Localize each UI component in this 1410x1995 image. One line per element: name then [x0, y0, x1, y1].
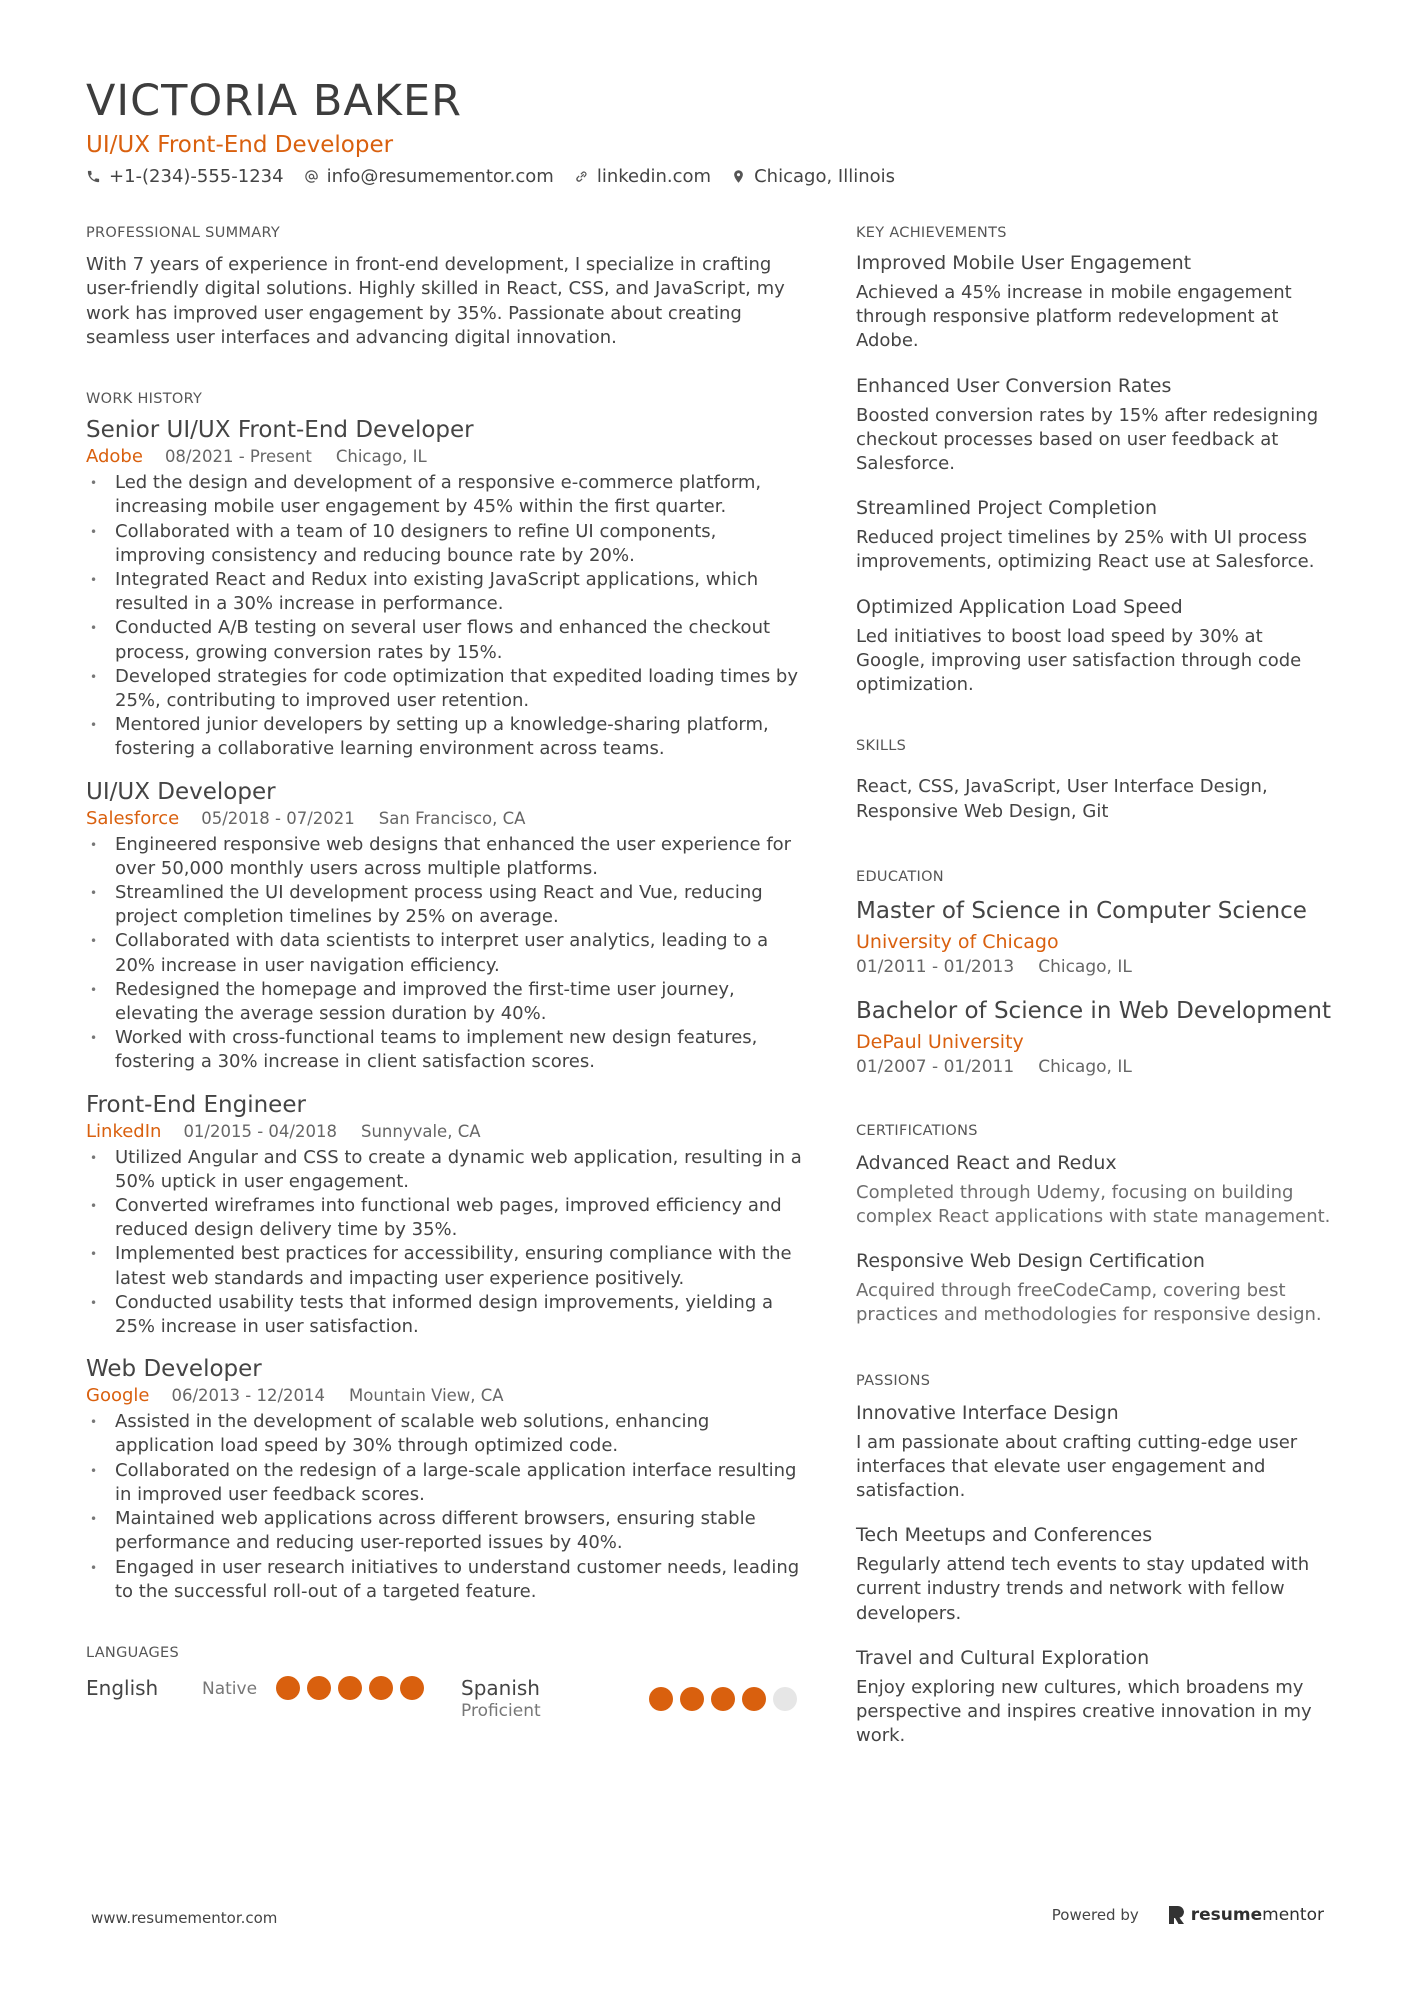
- contact-bar: [86, 166, 915, 187]
- language-text-group: [461, 1676, 649, 1722]
- job-title: Web Developer: [86, 1356, 262, 1383]
- location-text: Chicago, Illinois: [754, 166, 896, 187]
- degree-title: Master of Science in Computer Science: [856, 897, 1307, 924]
- job-bullets: [86, 1146, 804, 1340]
- job-dates: 05/2018 - 07/2021: [201, 808, 355, 828]
- job-entry: [86, 778, 804, 1075]
- rating-dot-filled: [711, 1687, 735, 1711]
- passion-item: [856, 1401, 1334, 1504]
- education-section: [856, 868, 1334, 1078]
- school-name: DePaul University: [856, 1030, 1024, 1053]
- bullet-item: • Collaborated with a team of 10 designers to refine UI components, improving consistency and reducing bounce rate by 20%.: [86, 520, 804, 568]
- language-item: [86, 1676, 461, 1722]
- footer-website[interactable]: www.resumementor.com: [91, 1909, 278, 1927]
- bullet-item: • Collaborated with data scientists to interpret user analytics, leading to a 20% increase in user navigation efficiency.: [86, 929, 804, 977]
- candidate-headline: UI/UX Front-End Developer: [86, 132, 394, 158]
- company-name: Adobe: [86, 446, 143, 468]
- job-title: UI/UX Developer: [86, 778, 276, 805]
- candidate-name: VICTORIA BAKER: [86, 76, 463, 126]
- at-sign-icon: [304, 169, 319, 184]
- passion-title: Travel and Cultural Exploration: [856, 1646, 1150, 1669]
- bullet-item: • Implemented best practices for accessibility, ensuring compliance with the latest web standards and impacting user experience positively.: [86, 1242, 804, 1290]
- language-rating: [649, 1687, 804, 1711]
- achievement-item: [856, 374, 1334, 477]
- job-dates: 08/2021 - Present: [164, 447, 312, 467]
- achievement-title: Improved Mobile User Engagement: [856, 252, 1192, 274]
- education-location: Chicago, IL: [1038, 1056, 1132, 1077]
- contact-linkedin[interactable]: [574, 166, 711, 187]
- rating-dot-filled: [680, 1687, 704, 1711]
- phone-icon: [86, 169, 101, 184]
- brand-name-rest: mentor: [1262, 1905, 1324, 1925]
- achievement-desc: Reduced project timelines by 25% with UI process improvements, optimizing React use at Salesforce.: [856, 527, 1315, 573]
- certification-desc: Acquired through freeCodeCamp, covering best practices and methodologies for responsive design.: [856, 1280, 1322, 1326]
- rating-dot-filled: [307, 1676, 331, 1700]
- bullet-item: • Converted wireframes into functional web pages, improved efficiency and reduced design delivery time by 35%.: [86, 1194, 804, 1242]
- language-level: Native: [202, 1678, 258, 1699]
- skills-section: [856, 737, 1334, 824]
- education-item: [856, 996, 1334, 1078]
- bullet-item: • Conducted A/B testing on several user flows and enhanced the checkout process, growing conversion rates by 15%.: [86, 616, 804, 664]
- section-title: CERTIFICATIONS: [856, 1122, 978, 1139]
- certification-item: [856, 1151, 1334, 1229]
- job-dates: 01/2015 - 04/2018: [183, 1121, 337, 1141]
- rating-dot-filled: [649, 1687, 673, 1711]
- job-dates: 06/2013 - 12/2014: [171, 1386, 326, 1406]
- certification-title: Responsive Web Design Certification: [856, 1250, 1205, 1273]
- certification-desc: Completed through Udemy, focusing on building complex React applications with state management.: [856, 1181, 1331, 1228]
- education-meta: [856, 956, 1334, 978]
- passion-item: [856, 1646, 1334, 1749]
- section-title: LANGUAGES: [86, 1644, 179, 1661]
- summary-section: [86, 224, 804, 350]
- passion-desc: Enjoy exploring new cultures, which broadens my perspective and inspires creative innovation in my work.: [856, 1676, 1312, 1747]
- achievement-item: [856, 251, 1334, 354]
- bullet-item: • Conducted usability tests that informed design improvements, yielding a 25% increase in user satisfaction.: [86, 1291, 804, 1339]
- language-item: [461, 1676, 804, 1722]
- brand-logo[interactable]: [1169, 1905, 1324, 1925]
- contact-location: [731, 166, 895, 187]
- bullet-item: • Assisted in the development of scalable web solutions, enhancing application load speed by 30% through optimized code.: [86, 1410, 804, 1458]
- contact-phone[interactable]: [86, 166, 284, 187]
- language-level: Proficient: [461, 1700, 541, 1721]
- powered-by-label: Powered by: [1051, 1906, 1139, 1924]
- certifications-section: [856, 1122, 1334, 1328]
- achievement-desc: Led initiatives to boost load speed by 30% at Google, improving user satisfaction through code optimization.: [856, 625, 1302, 696]
- rating-dot-filled: [276, 1676, 300, 1700]
- bullet-item: • Redesigned the homepage and improved the first-time user journey, elevating the average session duration by 40%.: [86, 978, 804, 1026]
- education-meta: [856, 1056, 1334, 1078]
- bullet-item: • Collaborated on the redesign of a large-scale application interface resulting in improved user feedback scores.: [86, 1459, 804, 1507]
- section-title: KEY ACHIEVEMENTS: [856, 225, 1007, 241]
- job-title: Senior UI/UX Front-End Developer: [86, 417, 474, 444]
- job-meta: [86, 808, 804, 830]
- job-location: Chicago, IL: [335, 447, 427, 467]
- bullet-item: • Led the design and development of a responsive e-commerce platform, increasing mobile user engagement by 45% within the first quarter.: [86, 471, 804, 519]
- achievement-title: Streamlined Project Completion: [856, 497, 1158, 520]
- achievement-desc: Boosted conversion rates by 15% after redesigning checkout processes based on user feedback at Salesforce.: [856, 404, 1319, 475]
- passion-desc: Regularly attend tech events to stay updated with current industry trends and network with fellow developers.: [856, 1554, 1310, 1624]
- education-dates: 01/2007 - 01/2011: [856, 1056, 1015, 1077]
- achievements-section: [856, 224, 1334, 697]
- certification-item: [856, 1249, 1334, 1327]
- bullet-item: • Mentored junior developers by setting up a knowledge-sharing platform, fostering a collaborative learning environment across teams.: [86, 713, 804, 761]
- language-rating: [276, 1676, 431, 1700]
- job-meta: [86, 446, 804, 468]
- certification-title: Advanced React and Redux: [856, 1151, 1117, 1174]
- rating-dot-filled: [400, 1676, 424, 1700]
- bullet-item: • Integrated React and Redux into existing JavaScript applications, which resulted in a 30% increase in performance.: [86, 568, 804, 616]
- linkedin-text: linkedin.com: [596, 166, 712, 187]
- brand-name-bold: resume: [1190, 1905, 1263, 1925]
- language-name: Spanish: [461, 1675, 540, 1700]
- education-item: [856, 896, 1334, 978]
- rating-dot-filled: [369, 1676, 393, 1700]
- passions-section: [856, 1372, 1334, 1749]
- company-name: LinkedIn: [86, 1120, 162, 1142]
- language-name: English: [86, 1675, 159, 1700]
- rating-dot-filled: [338, 1676, 362, 1700]
- footer-branding: [1052, 1905, 1324, 1925]
- passion-item: [856, 1523, 1334, 1626]
- summary-text: With 7 years of experience in front-end development, I specialize in crafting user-friendly digital solutions. Highly skilled in React, CSS, and JavaScript, my work has improved user engagement by 35%. Passionate about creating seamless user interfaces and advancing digital innovation.: [86, 254, 785, 348]
- job-bullets: [86, 833, 804, 1075]
- job-location: San Francisco, CA: [378, 808, 526, 828]
- work-history-section: [86, 390, 804, 1604]
- section-title: WORK HISTORY: [86, 391, 203, 408]
- section-title: PASSIONS: [856, 1372, 931, 1389]
- contact-email[interactable]: [304, 166, 554, 187]
- job-entry: [86, 1355, 804, 1604]
- job-title: Front-End Engineer: [86, 1091, 306, 1118]
- achievement-title: Optimized Application Load Speed: [856, 595, 1183, 618]
- achievement-title: Enhanced User Conversion Rates: [856, 374, 1172, 397]
- education-dates: 01/2011 - 01/2013: [856, 956, 1015, 977]
- phone-text: +1-(234)-555-1234: [109, 166, 284, 187]
- degree-title: Bachelor of Science in Web Development: [856, 997, 1331, 1024]
- section-title: EDUCATION: [856, 868, 944, 885]
- school-name: University of Chicago: [856, 930, 1059, 953]
- bullet-item: • Engaged in user research initiatives to understand customer needs, leading to the successful roll-out of a targeted feature.: [86, 1556, 804, 1604]
- achievement-item: [856, 496, 1334, 574]
- education-location: Chicago, IL: [1038, 956, 1132, 977]
- bullet-item: • Utilized Angular and CSS to create a dynamic web application, resulting in a 50% uptick in user engagement.: [86, 1146, 804, 1194]
- bullet-item: • Streamlined the UI development process using React and Vue, reducing project completion timelines by 25% on average.: [86, 881, 804, 929]
- section-title: PROFESSIONAL SUMMARY: [86, 225, 281, 241]
- email-text: info@resumementor.com: [326, 166, 554, 187]
- right-column: [856, 224, 1334, 1748]
- languages-list: [86, 1676, 804, 1722]
- passion-title: Innovative Interface Design: [856, 1401, 1119, 1424]
- passion-title: Tech Meetups and Conferences: [856, 1524, 1153, 1547]
- bullet-item: • Worked with cross-functional teams to implement new design features, fostering a 30% increase in client satisfaction scores.: [86, 1026, 804, 1074]
- company-name: Google: [86, 1385, 150, 1407]
- resumementor-logo-icon: [1169, 1906, 1184, 1924]
- job-location: Mountain View, CA: [349, 1386, 504, 1406]
- rating-dot-empty: [773, 1687, 797, 1711]
- location-pin-icon: [731, 169, 746, 184]
- job-bullets: [86, 1410, 804, 1604]
- bullet-item: • Maintained web applications across different browsers, ensuring stable performance and reducing user-reported issues by 40%.: [86, 1507, 804, 1555]
- company-name: Salesforce: [86, 807, 180, 829]
- left-column: [86, 224, 804, 1722]
- bullet-item: • Engineered responsive web designs that enhanced the user experience for over 50,000 monthly users across multiple platforms.: [86, 833, 804, 881]
- link-icon: [574, 169, 589, 184]
- passion-desc: I am passionate about crafting cutting-edge user interfaces that elevate user engagement and satisfaction.: [856, 1431, 1298, 1502]
- job-meta: [86, 1121, 804, 1143]
- job-entry: [86, 416, 804, 761]
- job-entry: [86, 1091, 804, 1340]
- job-bullets: [86, 471, 804, 761]
- job-meta: [86, 1385, 804, 1407]
- section-title: SKILLS: [856, 738, 907, 755]
- skills-text: React, CSS, JavaScript, User Interface Design, Responsive Web Design, Git: [856, 776, 1268, 822]
- job-location: Sunnyvale, CA: [360, 1121, 481, 1141]
- bullet-item: • Developed strategies for code optimization that expedited loading times by 25%, contributing to improved user retention.: [86, 665, 804, 713]
- achievement-desc: Achieved a 45% increase in mobile engagement through responsive platform redevelopment at Adobe.: [856, 282, 1292, 352]
- rating-dot-filled: [742, 1687, 766, 1711]
- achievement-item: [856, 595, 1334, 698]
- languages-section: [86, 1644, 804, 1722]
